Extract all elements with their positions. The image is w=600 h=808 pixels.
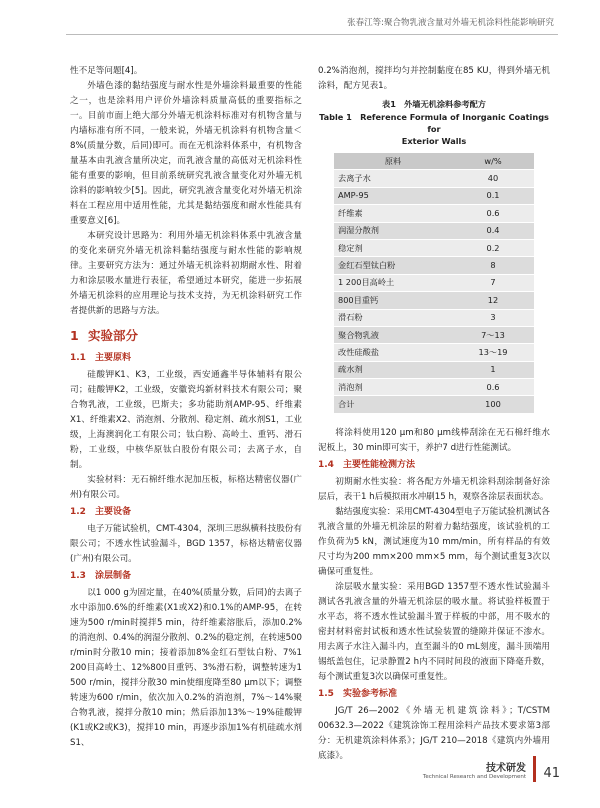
table-cell-material: 1 200目高岭土 (334, 274, 452, 291)
table-row (334, 361, 534, 378)
table-row (334, 257, 534, 274)
table-row (334, 274, 534, 291)
table-cell-value: 3 (452, 309, 534, 326)
paragraph: 黏结强度实验：采用CMT-4304型电子万能试验机测试各乳液含量的外墙无机涂层的附着力黏结强度，该试验机的工作负荷为5 kN，测试速度为10 mm/min，所有样品的有效尺寸均为200 mm×200 mm×5 mm，每个测试重复3次以确保可重复性。 (318, 506, 550, 577)
table-cell-material: 聚合物乳液 (334, 326, 452, 343)
paragraph: JG/T 26—2002《外墙无机建筑涂料》；T/CSTM 00632.3—2022《建筑涂饰工程用涂料产品技术要求第3部分：无机建筑涂料体系》；JG/T 210—2018《建筑内外墙用底漆》。 (318, 705, 550, 761)
subsection-heading: 1.4 主要性能检测方法 (318, 459, 415, 470)
table-cell-value: 13～19 (452, 344, 534, 361)
table-header-cell: 原料 (334, 153, 452, 170)
running-title: 张春江等:聚合物乳液含量对外墙无机涂料性能影响研究 (347, 18, 554, 28)
table-cell-material: 润湿分散剂 (334, 222, 452, 239)
table-caption-english-line: Table 1 Reference Formula of Inorganic Coatings for (319, 112, 549, 134)
table-cell-value: 0.1 (452, 187, 534, 204)
table-cell-value: 0.6 (452, 205, 534, 222)
table-row (334, 239, 534, 256)
paragraph: 硅酸钾K1、K3，工业级，西安通鑫半导体辅料有限公司；硅酸钾K2，工业级，安徽瓷坞新材料技术有限公司；聚合物乳液，工业级，巴斯夫；多功能助剂AMP-95、纤维素X1、纤维素X2、消泡剂、分散剂、稳定剂、疏水剂S1，工业级，上海澳润化工有限公司；钛白粉、高岭土、重钙、滑石粉，工业级，中核华原钛白股份有限公司；去离子水，自制。 (70, 370, 302, 470)
section-title: 实验部分 (88, 328, 139, 343)
paragraph: 本研究设计思路为：利用外墙无机涂料体系中乳液含量的变化来研究外墙无机涂料黏结强度与耐水性能的影响规律。主要研究方法为：通过外墙无机涂料初期耐水性、附着力和涂层吸水量进行表征，希望通过本研究，能进一步拓展外墙无机涂料的应用理论与技术支持，为无机涂料研究工作者提供新的思路与方法。 (70, 231, 302, 316)
subsection-heading: 1.5 实验参考标准 (318, 688, 397, 699)
table-cell-material: 合计 (334, 396, 452, 413)
right-column (318, 64, 550, 764)
table-cell-value: 8 (452, 257, 534, 274)
table-caption-english (318, 111, 550, 147)
table-caption: 表1 外墙无机涂料参考配方 (382, 99, 486, 109)
table-cell-material: 金红石型钛白粉 (334, 257, 452, 274)
page-number: 41 (543, 766, 560, 781)
table-row (334, 292, 534, 309)
section-heading (70, 327, 302, 345)
table-row (334, 222, 534, 239)
paragraph: 0.2%消泡剂，搅拌均匀并控制黏度在85 KU，得到外墙无机涂料，配方见表1。 (318, 66, 550, 91)
section-number: 1 (70, 328, 79, 343)
table-row (334, 344, 534, 361)
subsection-heading: 1.2 主要设备 (70, 507, 131, 517)
table-cell-value: 7 (452, 274, 534, 291)
table-row (334, 170, 534, 187)
table-header-row (334, 153, 534, 170)
table-cell-value: 12 (452, 292, 534, 309)
footer-brand-en: Technical Research and Development (422, 774, 526, 780)
subsection-heading: 1.3 涂层制备 (70, 571, 131, 581)
table-cell-value: 0.4 (452, 222, 534, 239)
left-column (70, 64, 302, 751)
table-cell-value: 7～13 (452, 326, 534, 343)
table-row (334, 379, 534, 396)
header-rule (66, 34, 558, 35)
paragraph: 初期耐水性实验：将各配方外墙无机涂料刮涂制备好涂层后，表干1 h后模拟雨水冲刷15 h，观察各涂层表面状态。 (318, 476, 550, 502)
subsection-heading: 1.1 主要原料 (70, 353, 131, 363)
table-row (334, 309, 534, 326)
table-row (334, 187, 534, 204)
paragraph: 性不足等问题[4]。 (70, 66, 143, 76)
table-cell-material: 改性硅酸盐 (334, 344, 452, 361)
table-cell-material: 疏水剂 (334, 361, 452, 378)
table-cell-material: 消泡剂 (334, 379, 452, 396)
paragraph: 外墙色漆的黏结强度与耐水性是外墙涂料最重要的性能之一，也是涂料用户评价外墙涂料质量高低的重要指标之一。目前市面上绝大部分外墙无机涂料标准对有机物含量与内墙标准有所不同，一般来说，外墙无机涂料有机物含量＜8%(质量分数，后同)即可。而在无机涂料体系中，有机物含量基本由乳液含量所决定，而乳液含量的高低对无机涂料性能有重要的影响，但目前系统研究乳液含量变化对外墙无机涂料的影响较少[5]。因此，研究乳液含量变化对外墙无机涂料在工程应用中适用性能，尤其是黏结强度和耐水性能具有重要意义[6]。 (70, 81, 302, 226)
paragraph: 实验材料：无石棉纤维水泥加压板，标格达精密仪器(广州)有限公司。 (70, 475, 302, 500)
formula-table (334, 153, 534, 414)
table-cell-value: 0.2 (452, 239, 534, 256)
footer-brand (423, 759, 526, 780)
table-cell-material: 滑石粉 (334, 309, 452, 326)
footer-brand-cn: 技术研发 (486, 763, 526, 774)
table-cell-material: AMP-95 (334, 187, 452, 204)
paragraph: 以1 000 g为固定量，在40%(质量分数，后同)的去离子水中添加0.6%的纤维素(X1或X2)和0.1%的AMP-95，在转速为500 r/min时搅拌5 min，待纤维素溶胀后，添加0.2%的消泡剂、0.4%的润湿分散剂、0.2%的稳定剂，在转速500 r/min时分散10 min；接着添加8%金红石型钛白粉、7%1 200目高岭土、12%800目重钙、3%滑石粉，调整转速为1 500 r/min，搅拌分散30 min使细度降至80 μm以下；调整转速为600 r/min，依次加入0.2%的消泡剂，7%～14%聚合物乳液，搅拌分散10 min；然后添加13%～19%硅酸钾(K1或K2或K3)，搅拌10 min，再逐步添加1%有机硅疏水剂S1、 (70, 588, 302, 748)
table-row (334, 396, 534, 413)
paragraph: 涂层吸水量实验：采用BGD 1357型不透水性试验漏斗测试各乳液含量的外墙无机涂层的吸水量。将试验样板置于水平态，将不透水性试验漏斗置于样板的中部，用不吸水的密封材料密封试板和透水性试验装置的缝隙并保证不渗水。用去离子水注入漏斗内，直至漏斗的0 mL刻度，漏斗顶端用锡纸盖包住，记录静置2 h内不同时间段的液面下降毫升数，每个测试重复3次以确保可重复性。 (318, 581, 550, 682)
paragraph: 将涂料使用120 μm和80 μm线棒刮涂在无石棉纤维水泥板上，30 min即可实干，养护7 d进行性能测试。 (318, 427, 550, 453)
table-cell-value: 0.6 (452, 379, 534, 396)
paragraph: 电子万能试验机，CMT-4304，深圳三思纵横科技股份有限公司；不透水性试验漏斗，BGD 1357，标格达精密仪器(广州)有限公司。 (70, 524, 302, 564)
table-caption-english-line: Exterior Walls (401, 136, 467, 146)
footer-accent-bar (533, 756, 536, 782)
table-cell-value: 100 (452, 396, 534, 413)
table-cell-material: 纤维素 (334, 205, 452, 222)
table-cell-value: 1 (452, 361, 534, 378)
table-row (334, 205, 534, 222)
table-cell-material: 800目重钙 (334, 292, 452, 309)
table-cell-material: 稳定剂 (334, 239, 452, 256)
table-cell-material: 去离子水 (334, 170, 452, 187)
table-row (334, 326, 534, 343)
table-header-cell: w/% (452, 153, 534, 170)
table-body (334, 170, 534, 413)
table-cell-value: 40 (452, 170, 534, 187)
